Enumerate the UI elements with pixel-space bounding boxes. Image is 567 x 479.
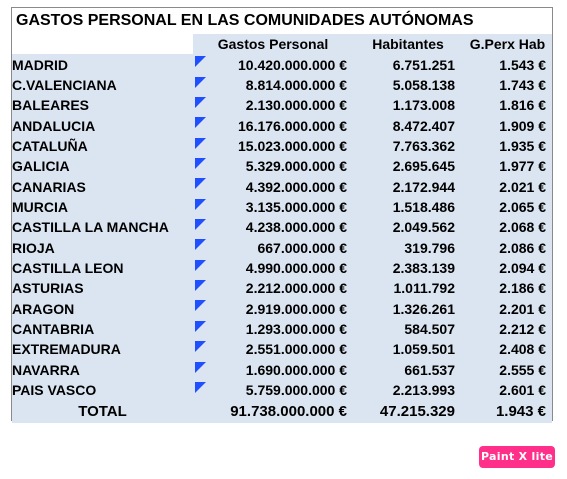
region-cell: CASTILLA LEON [12,258,193,278]
gastos-value: 5.329.000.000 € [245,158,347,175]
table-row [12,237,552,257]
spreadsheet-table [11,7,553,421]
gastos-value: 16.176.000.000 € [238,117,347,134]
gperxhab-cell: 2.408 € [463,339,552,359]
gperxhab-cell: 2.065 € [463,197,552,217]
table-row [12,339,552,359]
gastos-cell [193,95,353,115]
habitantes-cell: 1.059.501 [353,339,463,359]
comment-flag-icon[interactable] [195,158,206,169]
comment-flag-icon[interactable] [195,341,206,352]
comment-flag-icon[interactable] [195,321,206,332]
region-cell: MADRID [12,54,193,74]
table-row [12,217,552,237]
gastos-cell [193,298,353,318]
habitantes-cell: 6.751.251 [353,54,463,74]
region-cell: RIOJA [12,237,193,257]
table-row [12,319,552,339]
comment-flag-icon[interactable] [195,362,206,373]
table-row [12,380,552,400]
table-row [12,298,552,318]
gastos-cell [193,258,353,278]
habitantes-cell: 7.763.362 [353,136,463,156]
gastos-value: 15.023.000.000 € [238,137,347,154]
gastos-value: 1.690.000.000 € [245,361,347,378]
gastos-cell [193,176,353,196]
table-row [12,197,552,217]
comment-flag-icon[interactable] [195,178,206,189]
region-cell: MURCIA [12,197,193,217]
total-row [12,400,552,423]
data-grid [12,34,552,423]
habitantes-cell: 5.058.138 [353,75,463,95]
habitantes-cell: 319.796 [353,237,463,257]
gperxhab-cell: 2.555 € [463,360,552,380]
table-row [12,54,552,74]
comment-flag-icon[interactable] [195,382,206,393]
gastos-cell [193,75,353,95]
total-habitantes: 47.215.329 [353,400,463,423]
table-row [12,176,552,196]
table-row [12,258,552,278]
region-cell: PAIS VASCO [12,380,193,400]
region-cell: GALICIA [12,156,193,176]
table-row [12,115,552,135]
gperxhab-cell: 2.021 € [463,176,552,196]
gastos-value: 1.293.000.000 € [245,320,347,337]
table-row [12,136,552,156]
gastos-value: 667.000.000 € [257,239,347,256]
gperxhab-cell: 1.816 € [463,95,552,115]
region-cell: ARAGON [12,298,193,318]
habitantes-cell: 2.213.993 [353,380,463,400]
region-cell: EXTREMADURA [12,339,193,359]
gastos-value: 2.130.000.000 € [245,97,347,114]
comment-flag-icon[interactable] [195,280,206,291]
gastos-cell [193,319,353,339]
habitantes-cell: 661.537 [353,360,463,380]
gastos-value: 4.990.000.000 € [245,259,347,276]
total-gastos: 91.738.000.000 € [193,400,353,423]
gastos-cell [193,197,353,217]
table-row [12,95,552,115]
region-cell: NAVARRA [12,360,193,380]
comment-flag-icon[interactable] [195,239,206,250]
gastos-cell [193,380,353,400]
gastos-cell [193,217,353,237]
comment-flag-icon[interactable] [195,56,206,67]
comment-flag-icon[interactable] [195,199,206,210]
gperxhab-cell: 2.601 € [463,380,552,400]
region-cell: CASTILLA LA MANCHA [12,217,193,237]
region-cell: BALEARES [12,95,193,115]
comment-flag-icon[interactable] [195,219,206,230]
gperxhab-cell: 1.935 € [463,136,552,156]
gperxhab-cell: 1.543 € [463,54,552,74]
header-row [12,34,552,54]
habitantes-cell: 1.173.008 [353,95,463,115]
header-gastos: Gastos Personal [193,34,353,54]
habitantes-cell: 2.172.944 [353,176,463,196]
habitantes-cell: 2.049.562 [353,217,463,237]
table-row [12,278,552,298]
gastos-cell [193,156,353,176]
gperxhab-cell: 1.743 € [463,75,552,95]
gastos-cell [193,136,353,156]
gperxhab-cell: 2.094 € [463,258,552,278]
habitantes-cell: 1.518.486 [353,197,463,217]
region-cell: CANTABRIA [12,319,193,339]
header-gperxhab: G.Perx Hab [463,34,552,54]
gastos-value: 4.392.000.000 € [245,178,347,195]
total-gperxhab: 1.943 € [463,400,552,423]
gastos-cell [193,115,353,135]
gastos-value: 2.919.000.000 € [245,300,347,317]
habitantes-cell: 1.326.261 [353,298,463,318]
habitantes-cell: 2.383.139 [353,258,463,278]
table-row [12,360,552,380]
table-body [12,54,552,423]
table-row [12,156,552,176]
gperxhab-cell: 2.201 € [463,298,552,318]
gastos-cell [193,339,353,359]
habitantes-cell: 584.507 [353,319,463,339]
watermark-badge: Paint X lite [479,446,555,468]
comment-flag-icon[interactable] [195,138,206,149]
comment-flag-icon[interactable] [195,260,206,271]
habitantes-cell: 1.011.792 [353,278,463,298]
gperxhab-cell: 2.186 € [463,278,552,298]
region-cell: CATALUÑA [12,136,193,156]
gastos-value: 2.212.000.000 € [245,280,347,297]
gastos-value: 2.551.000.000 € [245,341,347,358]
gastos-value: 5.759.000.000 € [245,382,347,399]
gastos-value: 3.135.000.000 € [245,198,347,215]
gastos-cell [193,54,353,74]
gastos-value: 8.814.000.000 € [245,76,347,93]
gperxhab-cell: 2.068 € [463,217,552,237]
gastos-cell [193,278,353,298]
habitantes-cell: 2.695.645 [353,156,463,176]
gastos-cell [193,237,353,257]
table-row [12,75,552,95]
habitantes-cell: 8.472.407 [353,115,463,135]
region-cell: CANARIAS [12,176,193,196]
header-empty-cell [12,34,193,54]
gperxhab-cell: 2.086 € [463,237,552,257]
region-cell: C.VALENCIANA [12,75,193,95]
table-title: GASTOS PERSONAL EN LAS COMUNIDADES AUTÓNOMAS [12,8,552,34]
gperxhab-cell: 1.909 € [463,115,552,135]
total-label: TOTAL [12,400,193,423]
header-habitantes: Habitantes [353,34,463,54]
gperxhab-cell: 2.212 € [463,319,552,339]
comment-flag-icon[interactable] [195,77,206,88]
gastos-cell [193,360,353,380]
comment-flag-icon[interactable] [195,97,206,108]
comment-flag-icon[interactable] [195,300,206,311]
gastos-value: 10.420.000.000 € [238,56,347,73]
gperxhab-cell: 1.977 € [463,156,552,176]
gastos-value: 4.238.000.000 € [245,219,347,236]
region-cell: ANDALUCIA [12,115,193,135]
region-cell: ASTURIAS [12,278,193,298]
comment-flag-icon[interactable] [195,117,206,128]
